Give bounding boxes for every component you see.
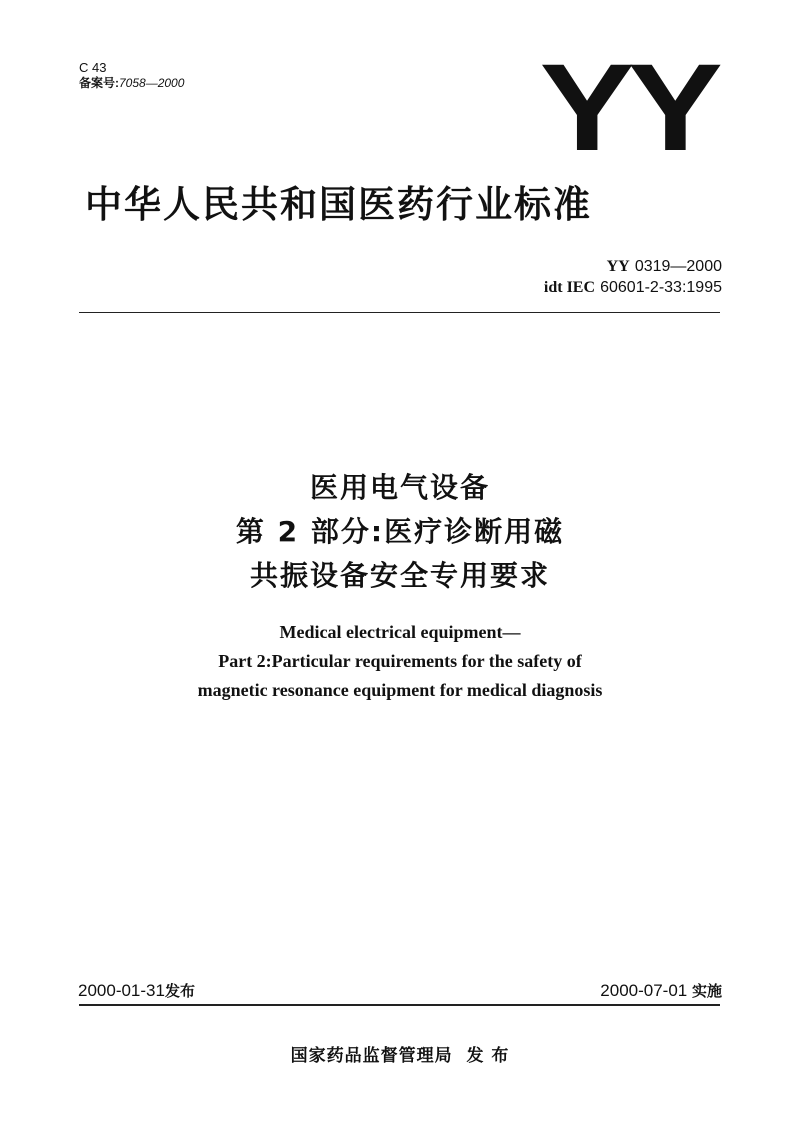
chinese-title-line-2: 第 2 部分:医疗诊断用磁 (235, 515, 565, 548)
issue-date-label: 发布 (164, 982, 195, 1000)
implementation-date-label: 实施 (691, 982, 722, 1000)
equivalence-value: 60601-2-33:1995 (600, 279, 722, 296)
english-title (0, 618, 800, 705)
implementation-date (600, 980, 722, 1002)
filing-value: 7058—2000 (119, 76, 185, 90)
header-divider (79, 312, 720, 313)
issue-date-value: 2000-01-31 (78, 981, 165, 1000)
standard-name: 中华人民共和国医药行业标准 (85, 183, 592, 226)
filing-number (79, 76, 184, 91)
standard-equivalence (544, 277, 722, 298)
standard-number (544, 256, 722, 277)
implementation-date-value: 2000-07-01 (600, 981, 688, 1000)
issuing-authority: 国家药品监督管理局 发 布 (290, 1046, 510, 1066)
standard-number-prefix: YY (606, 258, 630, 275)
classification-code: C 43 (79, 60, 107, 75)
filing-label: 备案号: (79, 76, 119, 90)
standard-number-block (544, 256, 722, 298)
chinese-title-line-3: 共振设备安全专用要求 (249, 559, 550, 592)
standard-number-value: 0319—2000 (634, 258, 722, 275)
english-title-line-1: Medical electrical equipment— (279, 622, 521, 642)
yy-logo: YY (539, 39, 716, 177)
footer-divider (79, 1004, 720, 1006)
equivalence-prefix: idt IEC (543, 279, 596, 296)
english-title-line-3: magnetic resonance equipment for medical diagnosis (197, 680, 603, 700)
english-title-line-2: Part 2:Particular requirements for the safety of (218, 651, 582, 671)
chinese-title-line-1: 医用电气设备 (309, 471, 490, 504)
issue-date (78, 980, 195, 1002)
chinese-title (0, 466, 800, 598)
